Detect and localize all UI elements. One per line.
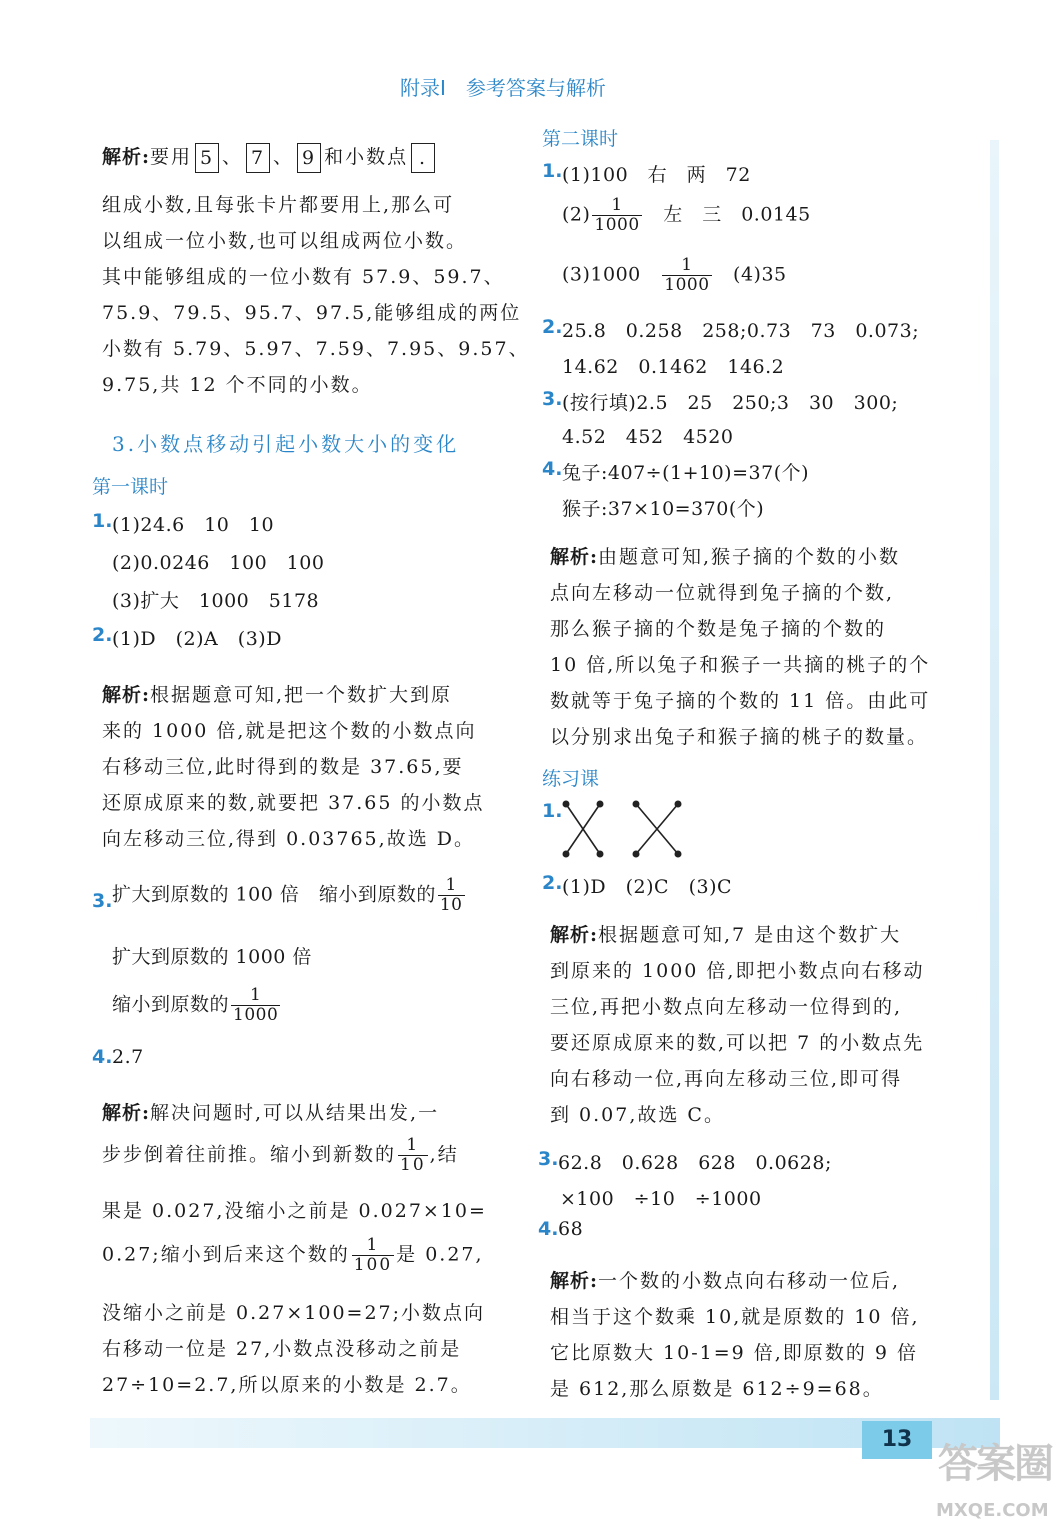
answer-line: (1)D (2)A (3)D: [112, 628, 282, 650]
analysis-line: 0.27;缩小到后来这个数的 $\frac{1}{100}$ 是 0.27,: [102, 1235, 484, 1275]
analysis-label: 解析:: [102, 146, 151, 168]
analysis-line: 10 倍,所以兔子和猴子一共摘的桃子的个: [550, 654, 931, 676]
answer-line: 扩大到原数的 1000 倍: [112, 946, 312, 968]
analysis-line: 三位,再把小数点向左移动一位得到的,: [550, 996, 903, 1018]
analysis-line: 以分别求出兔子和猴子摘的桃子的数量。: [550, 726, 929, 748]
analysis-line: 那么猴子摘的个数是兔子摘的个数的: [550, 618, 887, 640]
answer-line: 68: [558, 1218, 584, 1240]
question-number: 4.: [542, 458, 563, 480]
question-number: 1.: [542, 800, 563, 822]
analysis-line: 解析:由题意可知,猴子摘的个数的小数: [550, 546, 901, 568]
analysis-line: 9.75,共 12 个不同的小数。: [102, 374, 373, 396]
question-number: 1.: [542, 160, 563, 182]
analysis-line: 组成小数,且每张卡片都要用上,那么可: [102, 194, 455, 216]
match-dot: [633, 851, 640, 858]
question-number: 2.: [92, 624, 113, 646]
analysis-label: 解析:: [102, 684, 151, 706]
match-dot: [675, 851, 682, 858]
match-dot: [633, 801, 640, 808]
analysis-line: 向右移动一位,再向左移动三位,即可得: [550, 1068, 903, 1090]
match-dot: [675, 801, 682, 808]
analysis-label: 解析:: [102, 1102, 151, 1124]
card-9: 9: [297, 143, 321, 173]
analysis-line: 以组成一位小数,也可以组成两位小数。: [102, 230, 468, 252]
analysis-line: 向左移动三位,得到 0.03765,故选 D。: [102, 828, 475, 850]
analysis-line: 到 0.07,故选 C。: [550, 1104, 725, 1126]
fraction: $\frac{1}{1000}$: [594, 195, 640, 235]
answer-line: 4.52 452 4520: [562, 426, 734, 448]
section-title: 3.小数点移动引起小数大小的变化: [112, 432, 460, 456]
fraction: $\frac{1}{1000}$: [664, 255, 710, 295]
answer-line: 扩大到原数的 100 倍 缩小到原数的 $\frac{1}{10}$: [112, 875, 463, 915]
analysis-line: 数就等于兔子摘的个数的 11 倍。由此可: [550, 690, 931, 712]
fraction: $\frac{1}{10}$: [400, 1135, 426, 1175]
answer-line: 兔子:407÷(1+10)=37(个): [562, 462, 810, 484]
card-dot: .: [411, 143, 435, 173]
question-number: 3.: [92, 890, 113, 912]
lesson-title: 第二课时: [542, 128, 619, 150]
analysis-line: 来的 1000 倍,就是把这个数的小数点向: [102, 720, 477, 742]
answer-line: 25.8 0.258 258;0.73 73 0.073;: [562, 320, 920, 342]
card-5: 5: [195, 143, 219, 173]
analysis-line: 是 612,那么原数是 612÷9=68。: [550, 1378, 884, 1400]
question-number: 1.: [92, 510, 113, 532]
question-number: 3.: [542, 388, 563, 410]
analysis-line: 解析:根据题意可知,把一个数扩大到原: [102, 684, 453, 706]
side-tab-strip: [990, 140, 999, 1400]
card-7: 7: [246, 143, 270, 173]
question-number: 4.: [538, 1218, 559, 1240]
analysis-line: 解析:根据题意可知,7 是由这个数扩大: [550, 924, 902, 946]
watermark-logo: 答案圈 MXQE.COM: [936, 1441, 1052, 1521]
analysis-line: 到原来的 1000 倍,即把小数点向右移动: [550, 960, 925, 982]
match-dot: [597, 851, 604, 858]
analysis-line: 解析:一个数的小数点向右移动一位后,: [550, 1270, 901, 1292]
answer-line: (按行填)2.5 25 250;3 30 300;: [562, 392, 899, 414]
answer-line: 2.7: [112, 1046, 144, 1068]
analysis-line: 解析:解决问题时,可以从结果出发,一: [102, 1102, 440, 1124]
answer-line: 62.8 0.628 628 0.0628;: [558, 1152, 832, 1174]
analysis-line: 其中能够组成的一位小数有 57.9、59.7、: [102, 266, 505, 288]
analysis-line: 相当于这个数乘 10,就是原数的 10 倍,: [550, 1306, 920, 1328]
analysis-line: 75.9、79.5、95.7、97.5,能够组成的两位: [102, 302, 522, 324]
answer-line: (2)0.0246 100 100: [112, 552, 325, 574]
analysis-line: 没缩小之前是 0.27×100=27;小数点向: [102, 1302, 486, 1324]
answer-line: 猴子:37×10=370(个): [562, 498, 765, 520]
analysis-line: 要还原成原来的数,可以把 7 的小数点先: [550, 1032, 925, 1054]
answer-line: ×100 ÷10 ÷1000: [560, 1188, 762, 1210]
answer-line: (1)24.6 10 10: [112, 514, 275, 536]
fraction: $\frac{1}{100}$: [353, 1235, 393, 1275]
question-number: 3.: [538, 1148, 559, 1170]
question-number: 2.: [542, 872, 563, 894]
analysis-line: 27÷10=2.7,所以原来的小数是 2.7。: [102, 1374, 472, 1396]
answer-line: (1)100 右 两 72: [562, 164, 751, 186]
fraction: $\frac{1}{1000}$: [233, 985, 279, 1025]
answer-line: (1)D (2)C (3)C: [562, 876, 733, 898]
lesson-title: 练习课: [542, 768, 600, 790]
match-dot: [597, 801, 604, 808]
match-dot: [563, 851, 570, 858]
lesson-title: 第一课时: [92, 476, 169, 498]
analysis-line: 点向左移动一位就得到兔子摘的个数,: [550, 582, 895, 604]
analysis-label: 解析:: [550, 924, 599, 946]
analysis-line: 右移动三位,此时得到的数是 37.65,要: [102, 756, 464, 778]
match-dot: [563, 801, 570, 808]
page-number: 13: [862, 1421, 932, 1459]
analysis-line: 果是 0.027,没缩小之前是 0.027×10=: [102, 1200, 487, 1222]
answer-line: 14.62 0.1462 146.2: [562, 356, 785, 378]
analysis-label: 解析:: [550, 546, 599, 568]
analysis-cards-line: 解析:要用 5 、 7 、 9 和小数点 .: [102, 142, 438, 173]
answer-line: (3)扩大 1000 5178: [112, 590, 320, 612]
analysis-line: 步步倒着往前推。缩小到新数的 $\frac{1}{10}$ ,结: [102, 1135, 459, 1175]
question-number: 2.: [542, 316, 563, 338]
analysis-line: 它比原数大 10-1=9 倍,即原数的 9 倍: [550, 1342, 918, 1364]
question-number: 4.: [92, 1046, 113, 1068]
analysis-line: 小数有 5.79、5.97、7.59、7.95、9.57、: [102, 338, 530, 360]
answer-line: (3)1000 $\frac{1}{1000}$ (4)35: [562, 255, 787, 295]
matching-diagram: [558, 796, 688, 862]
fraction: $\frac{1}{10}$: [439, 875, 463, 915]
answer-line: (2) $\frac{1}{1000}$ 左 三 0.0145: [562, 195, 811, 235]
analysis-label: 解析:: [550, 1270, 599, 1292]
page-header: 附录Ⅰ 参考答案与解析: [400, 76, 606, 100]
answer-line: 缩小到原数的 $\frac{1}{1000}$: [112, 985, 279, 1025]
analysis-line: 还原成原来的数,就要把 37.65 的小数点: [102, 792, 485, 814]
analysis-line: 右移动一位是 27,小数点没移动之前是: [102, 1338, 462, 1360]
